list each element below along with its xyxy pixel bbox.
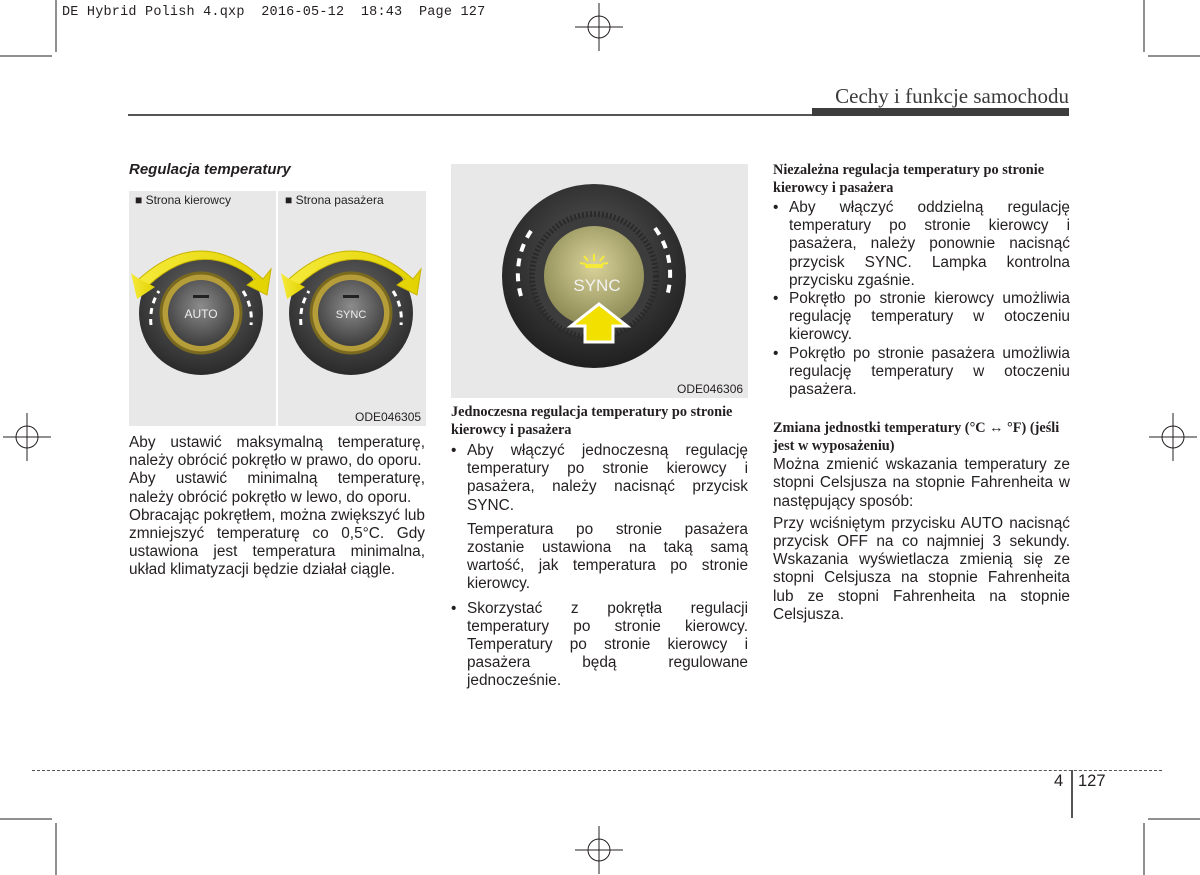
sync-label: SYNC xyxy=(335,309,367,321)
sync-knob-label: SYNC xyxy=(573,276,621,295)
bullet-continuation: Temperatura po stronie pasażera zostanie ustawiona na taką samą wartość, jak temperatura po stronie kierowcy. xyxy=(467,520,748,593)
figure-caption-driver: ■ Strona kierowcy xyxy=(135,193,231,207)
page-number: 127 xyxy=(1078,772,1106,790)
paragraph: Obracając pokrętłem, można zwiększyć lub zmniejszyć temperaturę co 0,5°C. Gdy ustawiona jest temperatura minimalna, układ klimatyzacji będzie działał ciągle. xyxy=(129,506,425,579)
header-bar xyxy=(812,108,1069,116)
col2-text xyxy=(451,403,748,691)
bullet-item: • Pokrętło po stronie pasażera umożliwia regulację temperatury w otoczeniu pasażera. xyxy=(773,345,1070,400)
driver-knob xyxy=(131,251,271,375)
figure-code: ODE046305 xyxy=(355,410,422,424)
figure-code: ODE046306 xyxy=(677,382,744,396)
col1-text xyxy=(129,434,425,580)
col3-text xyxy=(773,161,1070,624)
bullet-item: • Aby włączyć jednoczesną regulację temperatury po stronie kierowcy i pasażera, należy nacisnąć przycisk SYNC. xyxy=(451,442,748,515)
subheading: Niezależna regulacja temperatury po stronie kierowcy i pasażera xyxy=(773,162,1045,196)
paragraph: Przy wciśniętym przycisku AUTO nacisnąć przycisk OFF na co najmniej 3 sekundy. Wskazania wyświetlacza zmienią się ze stopni Celsjusza na stopnie Fahrenheita lub ze stopni Fahrenheita na stopnie Celsjusza. xyxy=(773,514,1070,623)
paragraph: Można zmienić wskazania temperatury ze stopni Celsjusza na stopnie Fahrenheita w następujący sposób: xyxy=(773,456,1070,510)
subheading: Jednoczesna regulacja temperatury po stronie kierowcy i pasażera xyxy=(451,404,733,438)
footer-dashed-rule xyxy=(32,770,1162,771)
bullet-item: • Pokrętło po stronie kierowcy umożliwia regulację temperatury w otoczeniu kierowcy. xyxy=(773,290,1070,345)
figure-dual-knobs xyxy=(129,191,426,426)
section-title: Regulacja temperatury xyxy=(129,161,291,178)
printer-slug: DE Hybrid Polish 4.qxp 2016-05-12 18:43 Page 127 xyxy=(62,5,486,20)
figure-sync-knob xyxy=(451,164,748,398)
paragraph: Aby ustawić maksymalną temperaturę, należy obrócić pokrętło w prawo, do oporu. xyxy=(129,434,425,470)
page-number-separator xyxy=(1071,770,1073,818)
figure-caption-passenger: ■ Strona pasażera xyxy=(285,193,384,207)
subheading: Zmiana jednostki temperatury (°C ↔ °F) (jeśli jest w wyposażeniu) xyxy=(773,420,1060,455)
bullet-item: • Skorzystać z pokrętła regulacji temperatury po stronie kierowcy. Temperatury po stronie kierowcy i pasażera będą regulowane jednocześnie. xyxy=(451,600,748,691)
paragraph: Aby ustawić minimalną temperaturę, należy obrócić pokrętło w lewo, do oporu. xyxy=(129,470,425,506)
knob-illustrations xyxy=(129,211,426,411)
chapter-number: 4 xyxy=(1054,772,1064,790)
passenger-knob xyxy=(281,251,421,375)
bullet-item: • Aby włączyć oddzielną regulację temperatury po stronie kierowcy i pasażera, należy ponownie nacisnąć przycisk SYNC. Lampka kontrolna przycisku zgaśnie. xyxy=(773,199,1070,290)
auto-label: AUTO xyxy=(184,307,218,321)
chapter-title: Cechy i funkcje samochodu xyxy=(835,84,1069,108)
